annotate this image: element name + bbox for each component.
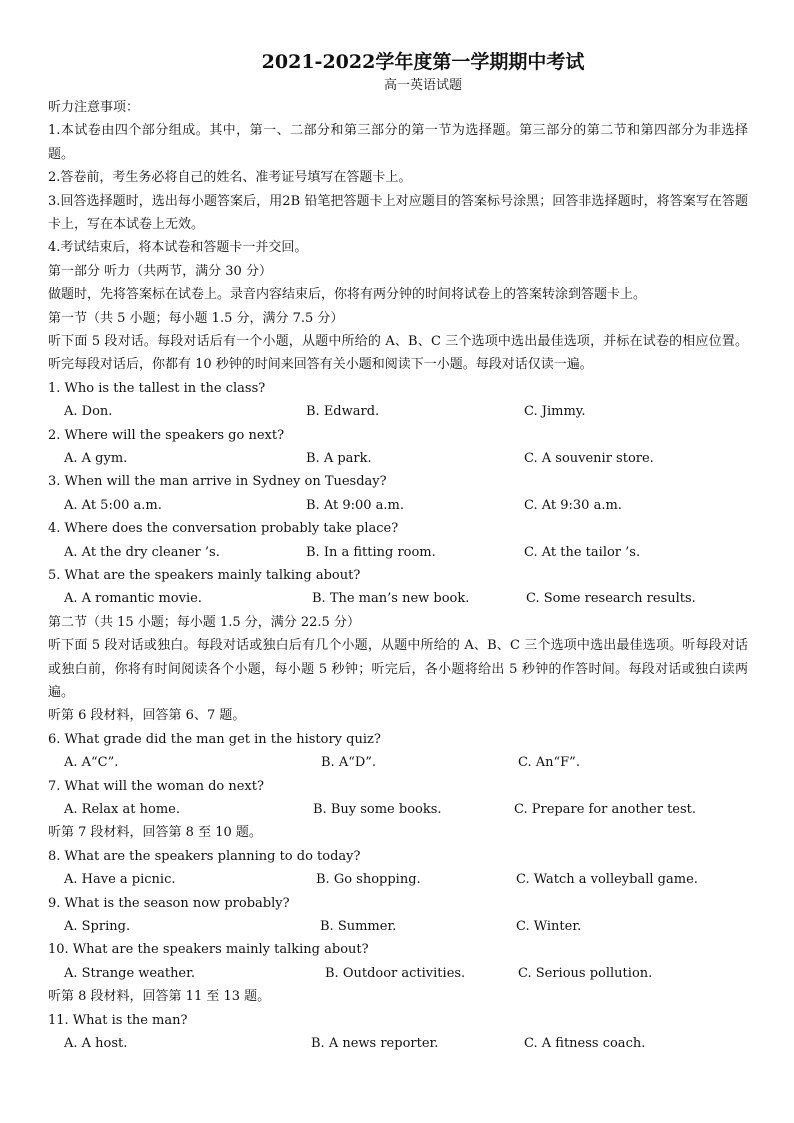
option-c: C. Serious pollution. — [518, 965, 653, 981]
question-options — [48, 798, 748, 821]
option-a: A. A gym. — [64, 451, 128, 467]
notice-item: 1.本试卷由四个部分组成。其中，第一、二部分和第三部分的第一节为选择题。第三部分的第二节和第四部分为非选择题。 — [48, 123, 748, 162]
option-b: B. Go shopping. — [316, 872, 421, 888]
question-6: 6. What grade did the man get in the history quiz? — [48, 731, 381, 747]
question-3: 3. When will the man arrive in Sydney on Tuesday? — [48, 474, 387, 490]
option-b: B. A news reporter. — [311, 1036, 439, 1052]
material-6-heading: 听第 6 段材料，回答第 6、7 题。 — [48, 708, 246, 724]
option-a: A. A“C”. — [64, 755, 119, 771]
question-10: 10. What are the speakers mainly talking about? — [48, 942, 369, 958]
option-c: C. Watch a volleyball game. — [516, 872, 698, 888]
section1-instruction: 听下面 5 段对话。每段对话后有一个小题，从题中所给的 A、B、C 三个选项中选出最佳选项，并标在试卷的相应位置。听完每段对话后，你都有 10 秒钟的时间来回答有关小题和阅读下一小题。每段对话仅读一遍。 — [48, 334, 748, 373]
option-a: A. Don. — [64, 404, 113, 420]
exam-subtitle: 高一英语试题 — [383, 78, 462, 93]
question-options — [48, 868, 748, 891]
question-options — [48, 962, 748, 985]
option-b: B. Buy some books. — [313, 802, 442, 818]
material-8-heading: 听第 8 段材料，回答第 11 至 13 题。 — [48, 989, 271, 1005]
option-a: A. Strange weather. — [64, 965, 196, 981]
option-c: C. A souvenir store. — [524, 451, 654, 467]
option-a: A. A host. — [64, 1036, 128, 1052]
option-b: B. The man’s new book. — [312, 591, 470, 607]
question-options — [48, 400, 748, 423]
section1-heading: 第一节（共 5 小题；每小题 1.5 分，满分 7.5 分） — [48, 310, 344, 326]
option-b: B. Edward. — [306, 404, 380, 420]
question-9: 9. What is the season now probably? — [48, 895, 290, 911]
question-11: 11. What is the man? — [48, 1012, 188, 1028]
material-7-heading: 听第 7 段材料，回答第 8 至 10 题。 — [48, 825, 262, 841]
option-c: C. At 9:30 a.m. — [524, 497, 622, 513]
question-options — [48, 447, 748, 470]
option-a: A. At the dry cleaner ’s. — [64, 544, 220, 560]
option-a: A. Have a picnic. — [64, 872, 176, 888]
notice-item: 3.回答选择题时，选出每小题答案后，用2B 铅笔把答题卡上对应题目的答案标号涂黑；回答非选择题时，将答案写在答题卡上，写在本试卷上无效。 — [48, 193, 748, 233]
option-b: B. In a fitting room. — [306, 544, 436, 560]
question-1: 1. Who is the tallest in the class? — [48, 380, 266, 396]
question-options — [48, 541, 748, 564]
question-options — [48, 1032, 748, 1055]
option-a: A. Relax at home. — [64, 802, 180, 818]
option-c: C. Jimmy. — [524, 404, 586, 420]
option-c: C. Prepare for another test. — [514, 802, 697, 818]
option-a: A. A romantic movie. — [64, 591, 202, 607]
option-b: B. Summer. — [320, 919, 397, 935]
option-b: B. Outdoor activities. — [325, 965, 466, 981]
section2-instruction: 听下面 5 段对话或独白。每段对话或独白后有几个小题，从题中所给的 A、B、C 三个选项中选出最佳选项。听每段对话或独白前，你将有时间阅读各个小题，每小题 5 秒钟；听完后，各小题将给出 5 秒钟的作答时间。每段对话或独白读两遍。 — [48, 638, 748, 701]
option-a: A. Spring. — [64, 919, 131, 935]
option-c: C. At the tailor ’s. — [524, 544, 641, 560]
option-a: A. At 5:00 a.m. — [64, 497, 162, 513]
question-4: 4. Where does the conversation probably take place? — [48, 521, 399, 537]
question-options — [48, 494, 748, 517]
option-c: C. A fitness coach. — [524, 1036, 646, 1052]
question-7: 7. What will the woman do next? — [48, 778, 264, 794]
option-c: C. An“F”. — [518, 755, 580, 771]
option-b: B. A“D”. — [321, 755, 377, 771]
question-options — [48, 915, 748, 938]
notice-item: 2.答卷前，考生务必将自己的姓名、准考证号填写在答题卡上。 — [48, 170, 412, 186]
notice-item: 4.考试结束后，将本试卷和答题卡一并交回。 — [48, 240, 308, 256]
option-b: B. A park. — [306, 451, 372, 467]
part1-heading: 第一部分 听力（共两节，满分 30 分） — [48, 263, 272, 279]
question-options — [48, 587, 748, 610]
notice-heading: 听力注意事项： — [48, 100, 140, 115]
option-c: C. Some research results. — [526, 591, 696, 607]
section2-heading: 第二节（共 15 小题；每小题 1.5 分，满分 22.5 分） — [48, 614, 360, 630]
part1-instruction: 做题时，先将答案标在试卷上。录音内容结束后，你将有两分钟的时间将试卷上的答案转涂到答题卡上。 — [48, 287, 647, 303]
question-5: 5. What are the speakers mainly talking about? — [48, 568, 361, 584]
question-8: 8. What are the speakers planning to do today? — [48, 848, 361, 864]
option-b: B. At 9:00 a.m. — [306, 497, 405, 513]
question-2: 2. Where will the speakers go next? — [48, 427, 285, 443]
option-c: C. Winter. — [516, 919, 582, 935]
exam-title: 2021-2022学年度第一学期期中考试 — [261, 51, 585, 73]
exam-page — [48, 48, 748, 1055]
question-options — [48, 751, 748, 774]
